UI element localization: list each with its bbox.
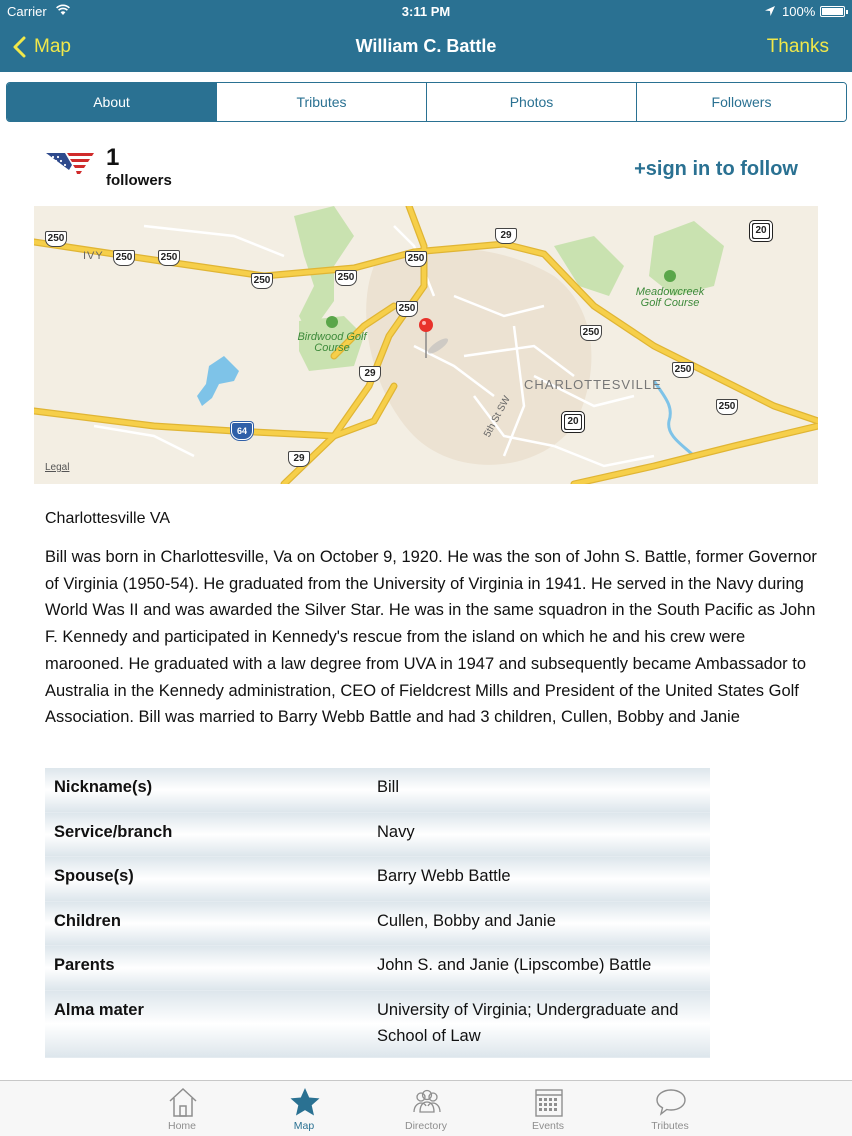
star-icon [289,1086,321,1118]
sign-in-to-follow-link[interactable]: +sign in to follow [634,158,798,180]
follower-count: 1 [106,144,120,171]
us-250-shield: 250 [396,301,418,317]
tabbar-map[interactable] [243,1081,365,1136]
table-row [45,946,710,991]
map-label-birdwood-golf-course: Birdwood Golf Course [297,331,367,354]
tabbar-events-label: Events [531,1120,565,1132]
tabbar-tributes[interactable] [609,1081,731,1136]
us-250-shield: 250 [113,250,135,266]
sr-20-number: 20 [565,415,581,429]
map-label-meadowcreek-golf-course: Meadowcreek Golf Course [635,286,705,309]
i-64-shield: 64 [231,422,253,440]
us-250-shield: 250 [335,270,357,286]
back-label: Map [34,36,71,57]
us-29-shield: 29 [359,366,381,382]
table-row [45,991,710,1058]
tabbar-directory-label: Directory [404,1120,447,1132]
sr-20-shield [750,221,772,241]
back-button[interactable] [12,33,71,61]
detail-value: Bill [377,778,400,796]
tabbar-home-label: Home [167,1120,196,1132]
people-icon [411,1086,443,1118]
map-label-charlottesville: CHARLOTTESVILLE [524,377,662,392]
detail-value: John S. and Janie (Lipscombe) Battle [377,956,652,974]
table-row [45,857,710,902]
tab-photos[interactable]: Photos [427,83,637,121]
detail-key: Nickname(s) [54,778,153,796]
tab-followers[interactable]: Followers [637,83,846,121]
us-29-shield: 29 [288,451,310,467]
details-table [45,768,710,1058]
status-bar [0,0,852,22]
table-row [45,813,710,858]
chevron-left-icon [12,36,26,58]
map-view[interactable] [34,206,818,484]
sr-20-shield [562,412,584,432]
us-250-shield: 250 [158,250,180,266]
detail-key: Spouse(s) [54,867,134,885]
battery-percent: 100% [782,4,816,19]
detail-key: Children [54,911,121,930]
table-row [45,902,710,947]
top-bar [0,0,852,72]
flag-logo [45,150,95,182]
sr-20-number: 20 [753,224,769,238]
home-icon [167,1086,199,1118]
tab-bar [0,1080,852,1136]
map-base [34,206,818,484]
tabbar-map-label: Map [293,1120,315,1132]
biography-text: Bill was born in Charlottesville, Va on October 9, 1920. He was the son of John S. Battle, former Governor of Virginia (1950-54). He graduated from the University of Virginia in 1941. He served in the Navy during World Was II and was awarded the Silver Star. He was in the same squadron in the South Pacific as John F. Kennedy and participated in Kennedy's rescue from the island on which he and his crew were marooned. He graduated with a law degree from UVA in 1947 and subsequently became Ambassador to Australia in the Kennedy administration, CEO of Fieldcrest Mills and President of the United States Golf Association. Bill was married to Barry Webb Battle and had 3 children, Cullen, Bobby and Janie [45,548,817,727]
calendar-icon [533,1086,565,1118]
detail-key: Parents [54,956,115,974]
tab-about[interactable]: About [7,83,217,121]
battery-icon [820,6,845,17]
tabbar-home[interactable] [121,1081,243,1136]
detail-value: Navy [377,822,415,841]
map-label-street: 5th St SW [482,394,513,440]
table-row [45,768,710,813]
detail-value: University of Virginia; Undergraduate and School of Law [377,1000,679,1045]
location-text: Charlottesville VA [45,510,171,527]
tabbar-tributes-label: Tributes [651,1120,689,1132]
us-250-shield: 250 [45,231,67,247]
carrier-label: Carrier [7,4,47,19]
page-title: William C. Battle [355,36,497,56]
follower-label: followers [106,172,172,189]
tabbar-events[interactable] [487,1081,609,1136]
location-arrow-icon [764,5,776,17]
speech-bubble-icon [655,1086,687,1118]
us-29-shield: 29 [495,228,517,244]
tab-tributes[interactable]: Tributes [217,83,427,121]
us-250-shield: 250 [672,362,694,378]
tabbar-directory[interactable] [365,1081,487,1136]
map-legal-link[interactable]: Legal [45,462,70,473]
map-label-ivy: IVY [83,250,104,262]
us-250-shield: 250 [405,251,427,267]
us-250-shield: 250 [716,399,738,415]
detail-key: Alma mater [54,1000,144,1019]
us-250-shield: 250 [251,273,273,289]
us-250-shield: 250 [580,325,602,341]
detail-value: Cullen, Bobby and Janie [377,911,556,930]
detail-key: Service/branch [54,822,173,841]
segmented-control [6,82,847,122]
thanks-button[interactable]: Thanks [766,36,829,57]
clock: 3:11 PM [401,4,451,19]
detail-value: Barry Webb Battle [377,867,511,885]
